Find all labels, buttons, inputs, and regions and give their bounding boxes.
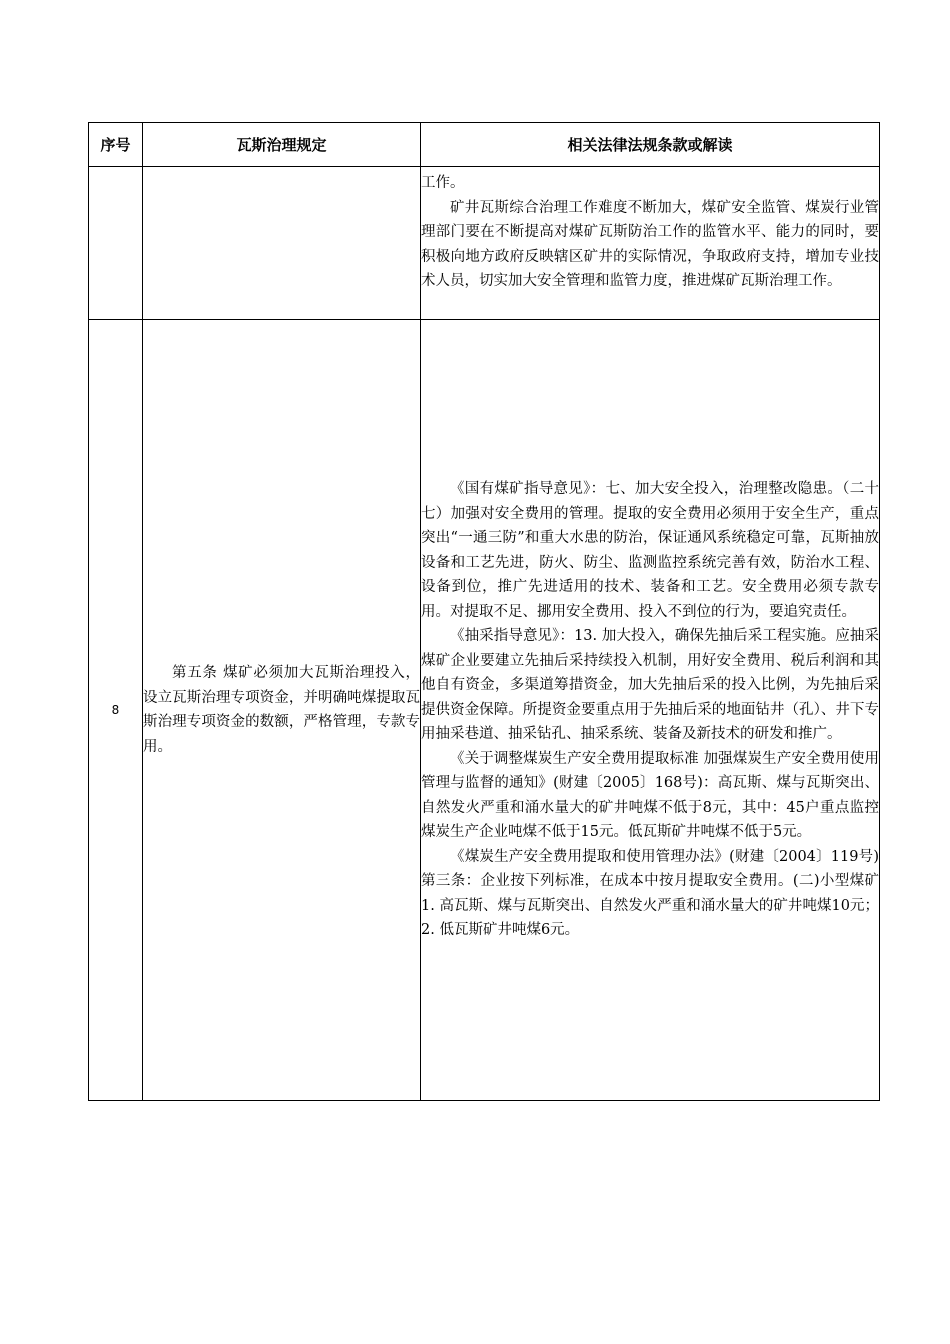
- law-paragraph: 《关于调整煤炭生产安全费用提取标准 加强煤炭生产安全费用使用管理与监督的通知》(财建〔2005〕168号)：高瓦斯、煤与瓦斯突出、自然发火严重和涌水量大的矿井吨煤不低于8元，其中：45户重点监控煤炭生产企业吨煤不低于15元。低瓦斯矿井吨煤不低于5元。: [421, 750, 879, 841]
- law-paragraph: 《抽采指导意见》：13. 加大投入，确保先抽后采工程实施。应抽采煤矿企业要建立先抽后采持续投入机制，用好安全费用、税后利润和其他自有资金，多渠道筹措资金，加大先抽后采的投入比例，为先抽后采提供资金保障。所提资金要重点用于先抽后采的地面钻井（孔）、井下专用抽采巷道、抽采钻孔、抽采系统、装备及新技术的研发和推广。: [421, 628, 879, 743]
- header-seq: 序号: [89, 123, 143, 167]
- header-row: [89, 123, 880, 167]
- row-rule: [143, 320, 421, 1101]
- row-law: [421, 320, 880, 1101]
- regulation-table: [88, 122, 880, 1101]
- law-paragraph: 工作。: [421, 175, 465, 191]
- row-seq: 8: [89, 320, 143, 1101]
- table-row: [89, 320, 880, 1101]
- table-row: [89, 167, 880, 320]
- row-seq: [89, 167, 143, 320]
- rule-text: 第五条 煤矿必须加大瓦斯治理投入，设立瓦斯治理专项资金，并明确吨煤提取瓦斯治理专项资金的数额，严格管理，专款专用。: [143, 665, 420, 755]
- header-rule: 瓦斯治理规定: [143, 123, 421, 167]
- header-law: 相关法律法规条款或解读: [421, 123, 880, 167]
- row-rule: [143, 167, 421, 320]
- law-paragraph: 《煤炭生产安全费用提取和使用管理办法》(财建〔2004〕119号)第三条：企业按下列标准，在成本中按月提取安全费用。(二)小型煤矿 1. 高瓦斯、煤与瓦斯突出、自然发火严重和涌水量大的矿井吨煤10元； 2. 低瓦斯矿井吨煤6元。: [421, 848, 879, 939]
- row-law: [421, 167, 880, 320]
- law-paragraph: 矿井瓦斯综合治理工作难度不断加大，煤矿安全监管、煤炭行业管理部门要在不断提高对煤矿瓦斯防治工作的监管水平、能力的同时，要积极向地方政府反映辖区矿井的实际情况，争取政府支持，增加专业技术人员，切实加大安全管理和监管力度，推进煤矿瓦斯治理工作。: [421, 199, 879, 289]
- law-paragraph: 《国有煤矿指导意见》：七、加大安全投入，治理整改隐患。（二十七）加强对安全费用的管理。提取的安全费用必须用于安全生产，重点突出“一通三防”和重大水患的防治，保证通风系统稳定可靠，瓦斯抽放设备和工艺先进，防火、防尘、监测监控系统完善有效，防治水工程、设备到位，推广先进适用的技术、装备和工艺。安全费用必须专款专用。对提取不足、挪用安全费用、投入不到位的行为，要追究责任。: [421, 481, 879, 620]
